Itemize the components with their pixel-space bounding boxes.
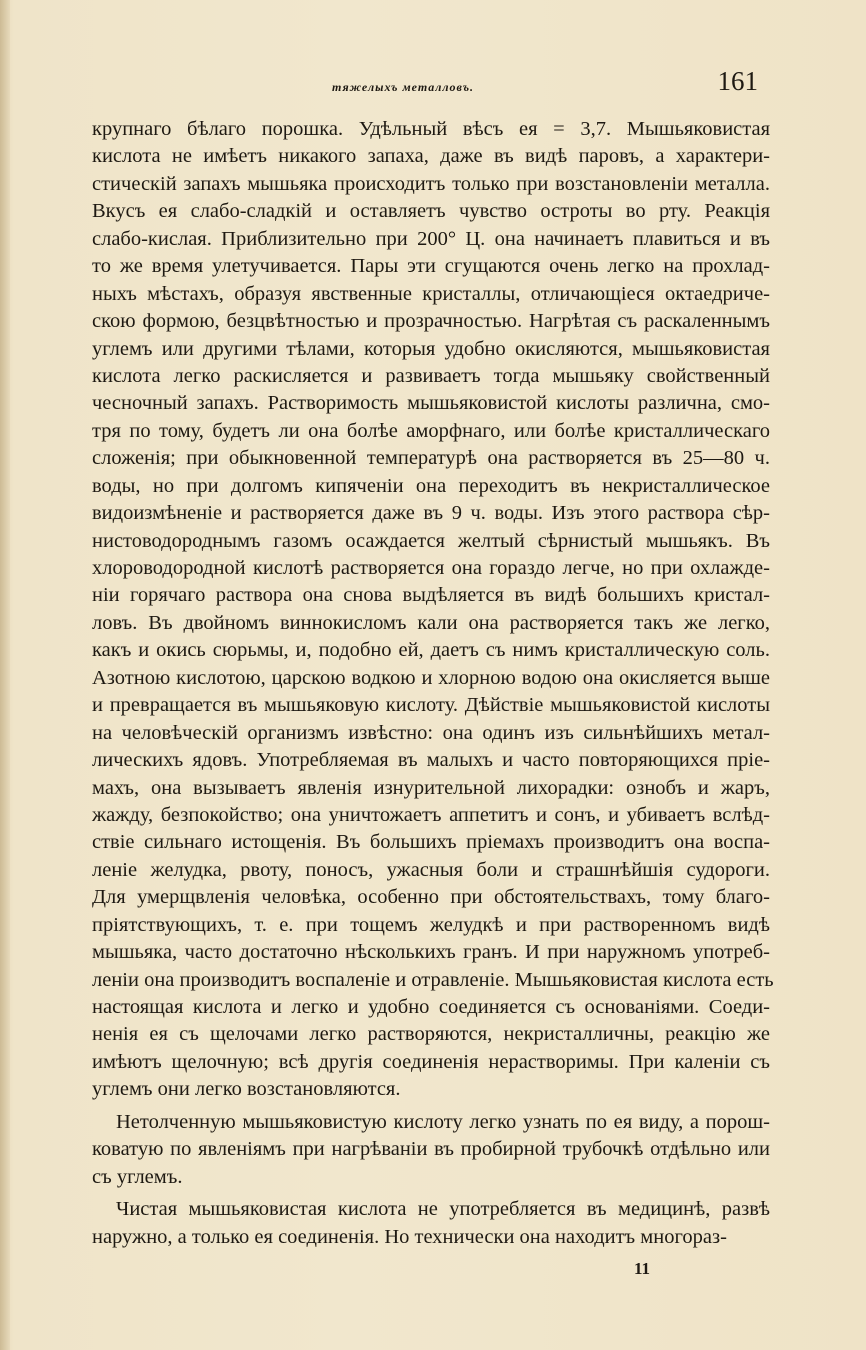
text-line: коватую по явленіямъ при нагрѣваніи въ пробирной трубочкѣ отдѣльно или: [92, 1138, 770, 1161]
text-line: скою формою, безцвѣтностью и прозрачностью. Нагрѣтая съ раскаленнымъ: [92, 310, 770, 333]
text-line: пріятствующихъ, т. е. при тощемъ желудкѣ и при растворенномъ видѣ: [92, 913, 770, 936]
text-line: стическій запахъ мышьяка происходитъ только при возстановленіи металла.: [92, 172, 770, 195]
text-line: слабо-кислая. Приблизительно при 200° Ц. она начинаетъ плавиться и въ: [92, 227, 770, 250]
text-line: тря по тому, будетъ ли она болѣе аморфнаго, или болѣе кристаллическаго: [92, 419, 770, 442]
text-line: ніи горячаго раствора она снова выдѣляется въ видѣ большихъ кристал-: [92, 584, 770, 607]
text-line: и превращается въ мышьяковую кислоту. Дѣйствіе мышьяковистой кислоты: [92, 694, 770, 717]
text-line: видоизмѣненіе и растворяется даже въ 9 ч. воды. Изъ этого раствора сѣр-: [92, 502, 770, 525]
text-line: крупнаго бѣлаго порошка. Удѣльный вѣсъ ея = 3,7. Мышьяковистая: [92, 118, 770, 140]
paragraph-1: [92, 116, 774, 1104]
text-line: Чистая мышьяковистая кислота не употребляется въ медицинѣ, развѣ: [116, 1198, 770, 1221]
text-line: имѣютъ щелочную; всѣ другія соединенія нерастворимы. При каленіи съ: [92, 1050, 770, 1073]
text-line: углемъ они легко возстановляются.: [92, 1078, 401, 1101]
text-line: лическихъ ядовъ. Употребляемая въ малыхъ и часто повторяющихся пріе-: [92, 749, 770, 772]
text-line: чесночный запахъ. Растворимость мышьяковистой кислоты различна, смо-: [92, 392, 770, 415]
text-line: мышьяка, часто достаточно нѣсколькихъ гранъ. И при наружномъ употреб-: [92, 941, 770, 964]
text-line: кислота легко раскисляется и развиваетъ тогда мышьяку свойственный: [92, 364, 770, 387]
text-line: Вкусъ ея слабо-сладкій и оставляетъ чувство остроты во рту. Реакція: [92, 200, 770, 223]
body-text: [92, 116, 774, 1251]
running-head: тяжелыхъ металловъ.: [332, 80, 475, 94]
text-line: ловъ. Въ двойномъ виннокисломъ кали она растворяется такъ же легко,: [92, 611, 770, 634]
text-line: Для умерщвленія человѣка, особенно при обстоятельствахъ, тому благо-: [92, 886, 770, 909]
text-line: ствіе сильнаго истощенія. Въ большихъ пріемахъ производитъ она воспа-: [92, 831, 770, 854]
text-line: какъ и окись сюрьмы, и, подобно ей, даетъ съ нимъ кристаллическую соль.: [92, 639, 770, 662]
text-line: нистоводороднымъ газомъ осаждается желтый сѣрнистый мышьякъ. Въ: [92, 529, 770, 552]
text-line: воды, но при долгомъ кипяченіи она переходитъ въ некристаллическое: [92, 474, 770, 497]
text-line: настоящая кислота и легко и удобно соединяется съ основаніями. Соеди-: [92, 996, 770, 1018]
text-line: махъ, она вызываетъ явленія изнурительной лихорадки: ознобъ и жаръ,: [92, 776, 770, 799]
text-line: ненія ея съ щелочами легко растворяются, некристалличны, реакцію же: [92, 1023, 770, 1046]
text-line: Азотною кислотою, царскою водкою и хлорною водою она окисляется выше: [92, 666, 770, 689]
text-line: углемъ или другими тѣлами, которыя удобно окисляются, мышьяковистая: [92, 337, 770, 360]
text-line: съ углемъ.: [92, 1165, 183, 1188]
text-line: сложенія; при обыкновенной температурѣ она растворяется въ 25—80 ч.: [92, 447, 770, 470]
page-spine-shadow: [0, 0, 10, 1350]
text-line: кислота не имѣетъ никакого запаха, даже въ видѣ паровъ, а характери-: [92, 145, 770, 168]
printer-signature-mark: 11: [634, 1259, 651, 1278]
paragraph-2: [92, 1109, 770, 1191]
text-line: жажду, безпокойство; она уничтожаетъ аппетитъ и сонъ, и убиваетъ вслѣд-: [92, 803, 770, 826]
paragraph-3: [92, 1196, 770, 1251]
text-line: леніе желудка, рвоту, поносъ, ужасныя боли и страшнѣйшія судороги.: [92, 858, 770, 881]
page-number: 161: [717, 66, 758, 96]
text-line: Нетолченную мышьяковистую кислоту легко узнать по ея виду, а порош-: [116, 1110, 770, 1133]
text-line: ныхъ мѣстахъ, образуя явственные кристаллы, отличающіеся октаедриче-: [92, 282, 770, 305]
text-line: хлороводородной кислотѣ растворяется она гораздо легче, но при охлажде-: [92, 557, 770, 579]
text-line: леніи она производитъ воспаленіе и отравленіе. Мышьяковистая кислота есть: [92, 968, 774, 991]
text-line: наружно, а только ея соединенія. Но технически она находитъ многораз-: [92, 1225, 727, 1248]
text-line: то же время улетучивается. Пары эти сгущаются очень легко на прохлад-: [92, 255, 770, 278]
page-header: [92, 66, 758, 106]
text-line: на человѣческій организмъ извѣстно: она одинъ изъ сильнѣйшихъ метал-: [92, 721, 770, 744]
